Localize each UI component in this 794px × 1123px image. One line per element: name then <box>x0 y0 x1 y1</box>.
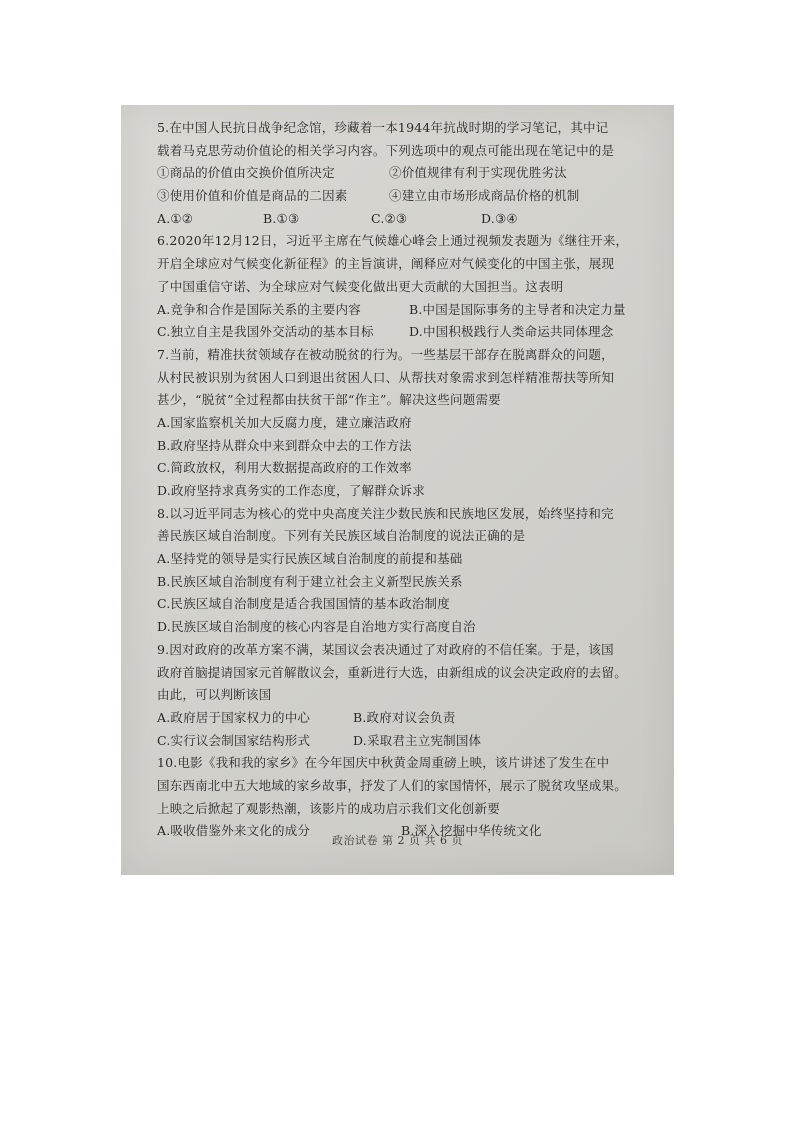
option-c: C.实行议会制国家结构形式 <box>157 732 311 748</box>
question-stem-line: 开启全球应对气候变化新征程》的主旨演讲，阐释应对气候变化的中国主张，展现 <box>157 256 615 272</box>
option-c: C.独立自主是我国外交活动的基本目标 <box>157 324 374 340</box>
question-stem-line: 载着马克思劳动价值论的相关学习内容。下列选项中的观点可能出现在笔记中的是 <box>157 142 615 158</box>
option-b: B.政府坚持从群众中来到群众中去的工作方法 <box>157 437 412 453</box>
option-b: B.政府对议会负责 <box>353 709 456 725</box>
statement-3: ③使用价值和价值是商品的二因素 <box>157 188 348 204</box>
statement-row <box>157 162 667 185</box>
options-row <box>157 707 667 730</box>
option-d: D.③④ <box>481 210 518 226</box>
statement-row <box>157 185 667 208</box>
question-stem-line: 6.2020年12月12日，习近平主席在气候雄心峰会上通过视频发表题为《继往开来， <box>157 233 629 249</box>
option-d: D.政府坚持求真务实的工作态度，了解群众诉求 <box>157 483 425 498</box>
option-d: D.采取君主立宪制国体 <box>353 732 482 748</box>
question-stem-line: 5.在中国人民抗日战争纪念馆，珍藏着一本1944年抗战时期的学习笔记，其中记 <box>157 120 609 135</box>
question-9 <box>157 639 667 752</box>
question-stem-line: 7.当前，精准扶贫领域存在被动脱贫的行为。一些基层干部存在脱离群众的问题， <box>157 346 614 362</box>
question-stem-line: 从村民被识别为贫困人口到退出贫困人口、从帮扶对象需求到怎样精准帮扶等所知 <box>157 369 615 385</box>
question-5 <box>157 117 667 230</box>
options-row <box>157 299 667 322</box>
question-stem-line: 上映之后掀起了观影热潮，该影片的成功启示我们文化创新要 <box>157 800 500 816</box>
exam-page-photo <box>121 105 674 875</box>
option-a: A.竞争和合作是国际关系的主要内容 <box>157 301 361 317</box>
option-a: A.①② <box>157 210 194 226</box>
option-d: D.民族区域自治制度的核心内容是自治地方实行高度自治 <box>157 619 476 635</box>
option-a: A.国家监察机关加大反腐力度，建立廉洁政府 <box>157 414 412 430</box>
options-row <box>157 321 667 344</box>
question-stem-line: 了中国重信守诺、为全球应对气候变化做出更大贡献的大国担当。这表明 <box>157 278 564 294</box>
option-b: B.中国是国际事务的主导者和决定力量 <box>409 301 626 317</box>
page-footer: 政治试卷 第 2 页 共 6 页 <box>332 834 463 847</box>
option-a: A.坚持党的领导是实行民族区域自治制度的前提和基础 <box>157 551 463 567</box>
option-b: B.深入挖掘中华传统文化 <box>401 823 542 839</box>
statement-1: ①商品的价值由交换价值所决定 <box>157 165 335 181</box>
option-d: D.中国积极践行人类命运共同体理念 <box>409 324 614 340</box>
option-b: B.民族区域自治制度有利于建立社会主义新型民族关系 <box>157 573 463 589</box>
question-stem-line: 政府首脑提请国家元首解散议会，重新进行大选，由新组成的议会决定政府的去留。 <box>157 664 627 680</box>
statement-4: ④建立由市场形成商品价格的机制 <box>389 188 580 204</box>
option-c: C.②③ <box>371 210 408 226</box>
option-a: A.政府居于国家权力的中心 <box>157 709 311 725</box>
question-8 <box>157 503 667 639</box>
option-c: C.简政放权，利用大数据提高政府的工作效率 <box>157 460 412 476</box>
option-b: B.①③ <box>263 210 300 226</box>
option-c: C.民族区域自治制度是适合我国国情的基本政治制度 <box>157 596 450 612</box>
question-stem-line: 8.以习近平同志为核心的党中央高度关注少数民族和民族地区发展，始终坚持和完 <box>157 505 614 521</box>
question-stem-line: 由此，可以判断该国 <box>157 687 272 703</box>
question-stem-line: 善民族区域自治制度。下列有关民族区域自治制度的说法正确的是 <box>157 528 526 544</box>
question-stem-line: 甚少，“脱贫”全过程都由扶贫干部“作主”。解决这些问题需要 <box>157 392 501 408</box>
statement-2: ②价值规律有利于实现优胜劣汰 <box>389 165 567 181</box>
option-a: A.吸收借鉴外来文化的成分 <box>157 823 311 839</box>
question-6 <box>157 230 667 343</box>
options-row <box>157 730 667 753</box>
question-stem-line: 9.因对政府的改革方案不满，某国议会表决通过了对政府的不信任案。于是，该国 <box>157 641 614 657</box>
exam-content <box>157 117 667 843</box>
options-row <box>157 208 667 231</box>
question-stem-line: 国东西南北中五大地域的家乡故事，抒发了人们的家国情怀，展示了脱贫攻坚成果。 <box>157 777 627 793</box>
question-7 <box>157 344 667 503</box>
question-stem-line: 10.电影《我和我的家乡》在今年国庆中秋黄金周重磅上映，该片讲述了发生在中 <box>157 755 610 771</box>
question-10 <box>157 752 667 843</box>
